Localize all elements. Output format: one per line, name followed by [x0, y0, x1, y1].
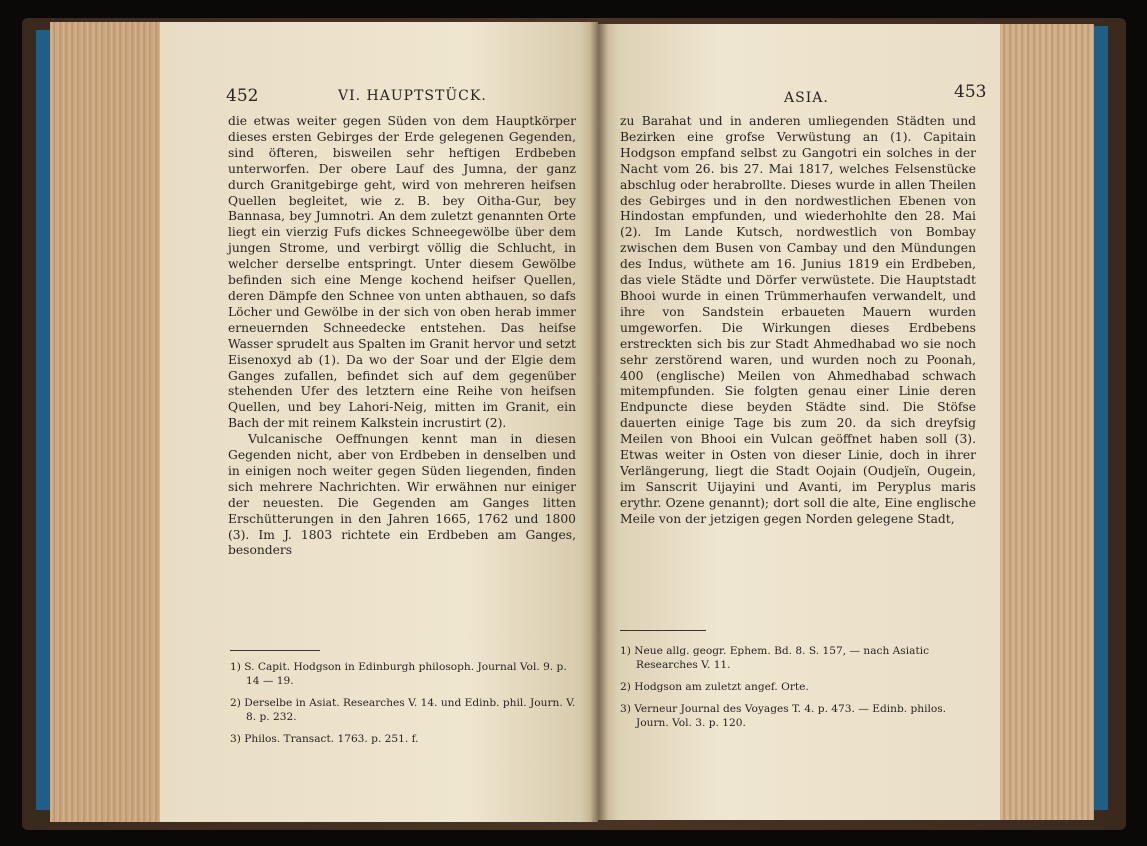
- footnote: 1) Neue allg. geogr. Ephem. Bd. 8. S. 157, — nach Asiatic Researches V. 11.: [620, 645, 930, 671]
- left-page-edges: [50, 22, 162, 822]
- right-page: [598, 24, 1000, 820]
- right-cover-edge: [1094, 26, 1108, 810]
- footnote: 2) Derselbe in Asiat. Researches V. 14. und Edinb. phil. Journ. V. 8. p. 232.: [230, 697, 576, 723]
- footnote: 3) Philos. Transact. 1763. p. 251. f.: [230, 733, 419, 745]
- footnote: 3) Verneur Journal des Voyages T. 4. p. 473. — Edinb. philos. Journ. Vol. 3. p. 120.: [620, 703, 947, 729]
- running-head: VI. HAUPTSTÜCK.: [338, 88, 487, 104]
- left-body: [228, 114, 576, 559]
- right-page-edges: [1000, 24, 1094, 820]
- paragraph: Vulcanische Oeffnungen kennt man in diesen Gegenden nicht, aber von Erdbeben in denselben und in einigen noch weiter gegen Süden liegenden, finden sich mehrere Nachrichten. Wir erwähnen nur einiger der neuesten. Die Gegenden am Ganges litten Erschütterungen in den Jahren 1665, 1762 und 1800 (3). Im J. 1803 richtete ein Erdbeben am Ganges, besonders: [228, 432, 576, 558]
- paragraph: die etwas weiter gegen Süden von dem Hauptkörper dieses ersten Gebirges der Erde gelegenen Gegenden, sind öfteren, bisweilen sehr heftigen Erdbeben unterworfen. Der obere Lauf des Jumna, der ganz durch Granitgebirge geht, wird von mehreren heifsen Quellen begleitet, wie z. B. bey Oitha-Gur, bey Bannasa, bey Jumnotri. An dem zuletzt genannten Orte liegt ein vierzig Fufs dickes Schneegewölbe über dem jungen Strome, und verbirgt völlig die Schlucht, in welcher derselbe entspringt. Unter diesem Gewölbe befinden sich eine Menge kochend heifser Quellen, deren Dämpfe den Schnee von unten abthauen, so dafs Löcher und Gewölbe in der sich von oben herab immer erneuernden Schneedecke entstehen. Das heifse Wasser sprudelt aus Spalten im Granit hervor und setzt Eisenoxyd ab (1). Da wo der Soar und der Elgie dem Ganges zufallen, befindet sich auf dem gegenüber stehenden Ufer des letztern eine Reihe von heifsen Quellen, und bey Lahori-Neig, mitten im Granit, ein Bach der mit reinem Kalkstein incrustirt (2).: [228, 114, 576, 431]
- footnotes: [230, 660, 576, 754]
- page-number: 453: [954, 82, 987, 102]
- paragraph: zu Barahat und in anderen umliegenden Städten und Bezirken eine grofse Verwüstung an (1). Capitain Hodgson empfand selbst zu Gangotri ein solches in der Nacht vom 26. bis 27. Mai 1817, welches Felsenstücke abschlug oder herabrollte. Dieses wurde in allen Theilen des Gebirges und in den nordwestlichen Ebenen von Hindostan empfunden, und wiederhohlte den 28. Mai (2). Im Lande Kutsch, nordwestlich von Bombay zwischen dem Busen von Cambay und den Mündungen des Indus, wüthete am 16. Junius 1819 ein Erdbeben, das viele Städte und Dörfer verwüstete. Die Hauptstadt Bhooi wurde in einen Trümmerhaufen verwandelt, und ihre von Sandstein erbaueten Mauern wurden umgeworfen. Die Wirkungen dieses Erdbebens erstreckten sich bis zur Stadt Ahmedhabad wo sie noch sehr zerstörend waren, und wurden noch zu Poonah, 400 (englische) Meilen von Ahmedhabad schwach mitempfunden. Sie folgten genau einer Linie deren Endpuncte diese beyden Städte sind. Die Stöfse dauerten einige Tage bis zum 20. da sich dreyfsig Meilen von Bhooi ein Vulcan geöffnet haben soll (3). Etwas weiter in Osten von dieser Linie, doch in ihrer Verlängerung, liegt die Stadt Oojain (Oudjeïn, Ougein, im Sanscrit Uijayini und Avanti, im Peryplus maris erythr. Ozene genannt); dort soll die alte, Eine englische Meile von der jetzigen gegen Norden gelegene Stadt,: [620, 114, 976, 526]
- left-page: [160, 22, 598, 822]
- footnotes: [620, 644, 976, 738]
- page-number: 452: [226, 86, 259, 106]
- footnote-rule: [620, 630, 706, 631]
- left-cover-edge: [36, 30, 50, 810]
- right-body: [620, 114, 976, 528]
- footnote-rule: [230, 650, 320, 651]
- footnote: 1) S. Capit. Hodgson in Edinburgh philosoph. Journal Vol. 9. p. 14 — 19.: [230, 661, 567, 687]
- running-head: ASIA.: [784, 90, 829, 106]
- gutter-shadow: [590, 22, 608, 822]
- footnote: 2) Hodgson am zuletzt angef. Orte.: [620, 681, 809, 693]
